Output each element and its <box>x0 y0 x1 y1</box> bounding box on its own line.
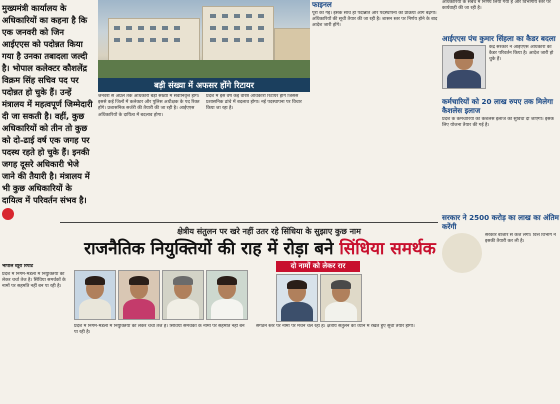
headline-red: सिंधिया समर्थक <box>339 239 436 259</box>
right-column <box>442 0 560 404</box>
byline: भोपाल व्यूरो रिपोर्ट <box>2 264 34 269</box>
headline-black: राजनैतिक नियुक्तियों की राह में रोड़ा बने <box>84 239 334 259</box>
center-text-1: जनवरी से अप्रैल तक अधिकारी बड़ी संख्या में सेवानिवृत्त होंगे। इससे कई जिलों में कलेक्टर और पुलिस अधीक्षक के पद रिक्त होंगे। प्रशासनिक सर्जरी की तैयारी की जा रही है। आईएएस अधिकारियों के दायित्व में बदलाव होगा। <box>98 94 200 118</box>
right-text-a: अधिकारियों के संबंध में निर्णय लिया गया है और विभागीय स्तर पर कार्यवाही की जा रही है। <box>442 0 551 12</box>
bottom-headline <box>70 238 450 260</box>
leader-photo-5 <box>276 274 318 322</box>
bottom-text-right: संगठन स्तर पर नामों पर मंथन चल रहा है। क्षेत्रीय संतुलन को ध्यान में रखते हुए सूची तैयार होगी। <box>256 324 415 329</box>
cashless-heading: कर्मचारियों को 20 लाख रुपए तक मिलेगा कैशलेस इलाज <box>442 97 554 115</box>
section-pill: दो नामों को लेकर रार <box>276 261 360 272</box>
leader-photo-3 <box>162 270 204 320</box>
right-text-b: केंद्र सरकार ने आईएएस अधिकारी का कैडर परिवर्तन किया है। आदेश जारी हो चुके हैं। <box>489 45 554 63</box>
left-column <box>0 0 96 210</box>
center-text-2: प्रदेश में इस वर्ष कई वरिष्ठ अधिकारी रिटायर होंगे जिससे प्रशासनिक ढांचे में बदलाव होगा। नई पदस्थापना पर विचार किया जा रहा है। <box>206 94 302 112</box>
newspaper-logo <box>2 208 14 220</box>
official-photo <box>442 45 486 89</box>
right-text-d: सरकार बाजार से कर्ज लेगी। वित्त विभाग ने इसकी तैयारी कर ली है। <box>485 233 556 245</box>
right-top-heading: फाइनल <box>312 0 332 9</box>
right-text-c: प्रदेश के कर्मचारियों को कैशलेस इलाज की सुविधा दी जाएगी। इसके लिए योजना तैयार की गई है। <box>442 117 554 129</box>
photo-caption: बड़ी संख्या में अफसर होंगे रिटायर <box>98 78 310 92</box>
left-lead-text: मुख्यमंत्री कार्यालय के अधिकारियों का कहना है कि एक जनवरी को जिन आईएएस को पदोन्नत किया गया है उनका तबादला जल्दी है। भोपाल कलेक्टर कौशलेंद्र विक्रम सिंह सचिव पद पर पदोन्नत हो चुके हैं। उन्हें मंत्रालय में महत्वपूर्ण जिम्मेदारी दी जा सकती है। वहीं, कुछ अधिकारियों को तीन तो कुछ को दो-ढाई वर्ष एक जगह पर पदस्थ रहते हो चुके हैं। इनकी जगह दूसरे अधिकारी भेजे जाने की तैयारी है। मंत्रालय में भी कुछ अधिकारियों के दायित्व में परिवर्तन संभव है। <box>2 3 93 205</box>
leader-photo-2 <box>118 270 160 320</box>
section-rule <box>60 222 438 223</box>
leader-photo-1 <box>74 270 116 320</box>
bottom-text-left: प्रदेश में निगम-मंडलों में नियुक्तियों को लेकर चर्चा तेज है। सिंधिया समर्थकों के नामों पर सहमति नहीं बन पा रही है। <box>2 272 66 290</box>
cadre-heading: आईएएस पंच कुमार सिंहला का कैडर बदला <box>442 34 556 43</box>
bottom-kicker: क्षेत्रीय संतुलन पर खरे नहीं उतर रहे सिंधिया के सुझाए कुछ नाम <box>177 227 361 236</box>
right-top-text: पूरी की गई। इसके साथ ही पदोन्नति और पदस्थापना की प्रक्रिया आगे बढ़ेगी। अधिकारियों की सूची तैयार की जा रही है। शासन स्तर पर निर्णय होने के बाद आदेश जारी होंगे। <box>312 11 438 29</box>
leader-photo-4 <box>206 270 248 320</box>
bottom-text-center: प्रदेश में निगम-मंडलों में नियुक्तियों को लेकर चर्चा तेज है। सिंधिया समर्थकों के नामों पर सहमति नहीं बन पा रही है। <box>74 324 245 336</box>
leader-photo-6 <box>320 274 362 322</box>
center-article <box>98 92 310 210</box>
loan-heading: सरकार ने 2500 करोड़ का लाख का अंतिम करेंगी <box>442 213 559 231</box>
